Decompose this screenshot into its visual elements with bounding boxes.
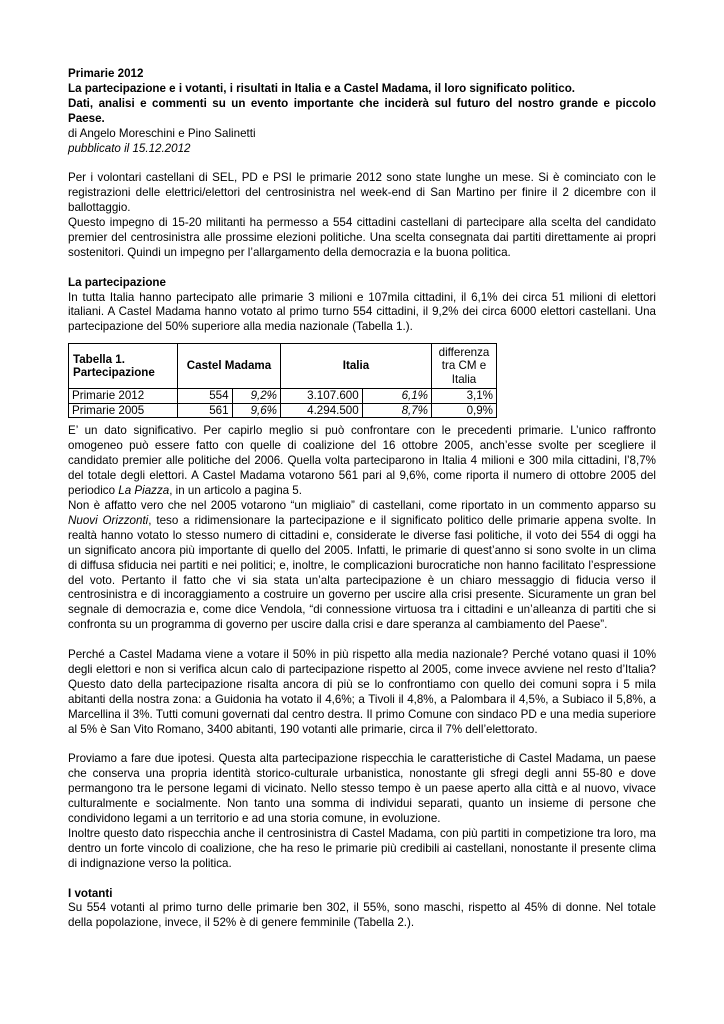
- paragraph: Per i volontari castellani di SEL, PD e PSI le primarie 2012 sono state lunghe un mese. Si è cominciato con le registrazioni delle elettrici/elettori del centrosinistra nel week-end di San Martino per finire il 2 dicembre con il ballottaggio.: [68, 171, 656, 215]
- paragraph: Non è affatto vero che nel 2005 votarono “un migliaio” di castellani, come riportato in un commento apparso su Nuovi Orizzonti, teso a ridimensionare la partecipazione e il significato politico delle primarie appena svolte. In realtà hanno votato lo stesso numero di cittadini e, considerate le diverse fasi politiche, il voto dei 554 di oggi ha un significato ancora più importante di quello del 2005. Infatti, le primarie di quest’anno si sono svolte in un clima di diffusa sfiducia nei partiti e nei politici; e, inoltre, le complicazioni burocratiche non hanno facilitato l’espressione del voto. Pertanto il fatto che vi sia stata un’alta partecipazione è un chiaro messaggio di fiducia verso il centrosinistra e di incoraggiamento a costruire un governo per uscire alla crisi presente. Sicuramente un gran bel segnale di democrazia e, come dice Vendola, “di connessione virtuosa tra i cittadini e un’alleanza di partiti che si confronta su un programma di governo per uscire dalla crisi e dare speranza al cambiamento del Paese”.: [68, 499, 656, 632]
- doc-subtitle: La partecipazione e i votanti, i risultati in Italia e a Castel Madama, il loro significato politico.: [68, 81, 576, 95]
- paragraph: E’ un dato significativo. Per capirlo meglio si può confrontare con le precedenti primarie. L’unico raffronto omogeneo può essere fatto con quelle di coalizione del 16 ottobre 2005, anch’esse svolte per scegliere il candidato premier alle politiche del 2006. Quella volta parteciparono in Italia 4 milioni e 300 mila cittadini, l’8,7% del totale degli elettori. A Castel Madama votarono 561 pari al 9,6%, come riporta il numero di ottobre 2005 del periodico La Piazza, in un articolo a pagina 5.: [68, 424, 656, 498]
- participation-table: [68, 343, 497, 418]
- paragraph: Su 554 votanti al primo turno delle primarie ben 302, il 55%, sono maschi, rispetto al 45% di donne. Nel totale della popolazione, invece, il 52% è di genere femminile (Tabella 2.).: [68, 901, 656, 930]
- section-heading: I votanti: [68, 886, 113, 900]
- doc-title: Primarie 2012: [68, 67, 144, 80]
- col-header-difference: differenza tra CM e Italia: [432, 344, 497, 389]
- paragraph: Perché a Castel Madama viene a votare il 50% in più rispetto alla media nazionale? Perché votano quasi il 10% degli elettori e non si verifica alcun calo di partecipazione rispetto al 2005, come invece avviene nel resto d’Italia? Questo dato della partecipazione risalta ancora di più se lo confrontiamo con quello dei comuni sopra i 5 mila abitanti della nostra zona: a Guidonia ha votato il 4,6%; a Tivoli il 4,8%, a Palombara il 4,5%, a Subiaco il 5,8%, a Marcellina il 3%. Tutti comuni governati dal centro destra. Il primo Comune con sindaco PD e una media superiore al 5% è San Vito Romano, 3400 abitanti, 190 votanti alle primarie, circa il 7% dell’elettorato.: [68, 648, 656, 736]
- publish-date: pubblicato il 15.12.2012: [68, 141, 191, 155]
- document-page: [68, 67, 656, 931]
- col-header-castel-madama: Castel Madama: [178, 344, 281, 389]
- table-row: Primarie 2005 561 9,6% 4.294.500 8,7% 0,9%: [69, 403, 497, 418]
- col-header-italia: Italia: [281, 344, 432, 389]
- table-title-cell: Tabella 1. Partecipazione: [69, 344, 178, 389]
- table-row: Primarie 2012 554 9,2% 3.107.600 6,1% 3,1%: [69, 389, 497, 404]
- authors: di Angelo Moreschini e Pino Salinetti: [68, 126, 256, 140]
- paragraph: In tutta Italia hanno partecipato alle primarie 3 milioni e 107mila cittadini, il 6,1% dei circa 51 milioni di elettori italiani. A Castel Madama hanno votato al primo turno 554 cittadini, il 9,2% dei circa 6000 elettori castellani. Una partecipazione del 50% superiore alla media nazionale (Tabella 1.).: [68, 290, 656, 334]
- paragraph: Questo impegno di 15-20 militanti ha permesso a 554 cittadini castellani di partecipare alla scelta del candidato premier del centrosinistra alle prossime elezioni politiche. Una scelta consegnata dai partiti direttamente ai propri sostenitori. Quindi un impegno per l’allargamento della democrazia e la buona politica.: [68, 216, 656, 259]
- paragraph: Inoltre questo dato rispecchia anche il centrosinistra di Castel Madama, con più partiti in competizione tra loro, ma dentro un forte vincolo di coalizione, che ha reso le primarie più credibili ai castellani, nonostante il presente clima di indignazione verso la politica.: [68, 826, 656, 870]
- section-heading: La partecipazione: [68, 275, 166, 289]
- doc-subtitle-2: Dati, analisi e commenti su un evento importante che inciderà sul futuro del nostro grande e piccolo Paese.: [68, 96, 656, 125]
- paragraph: Proviamo a fare due ipotesi. Questa alta partecipazione rispecchia le caratteristiche di Castel Madama, un paese che conserva una propria identità storico-culturale urbanistica, nonostante gli sfregi degli anni 55-80 e dove permangono tra le persone legami di vicinato. Nello stesso tempo è un paese aperto alla città e al nuovo, vivace culturalmente e socialmente. Non tanto una somma di individui separati, quanto un insieme di persone che condividono legami a un territorio e ad una storia comune, in evoluzione.: [68, 752, 656, 825]
